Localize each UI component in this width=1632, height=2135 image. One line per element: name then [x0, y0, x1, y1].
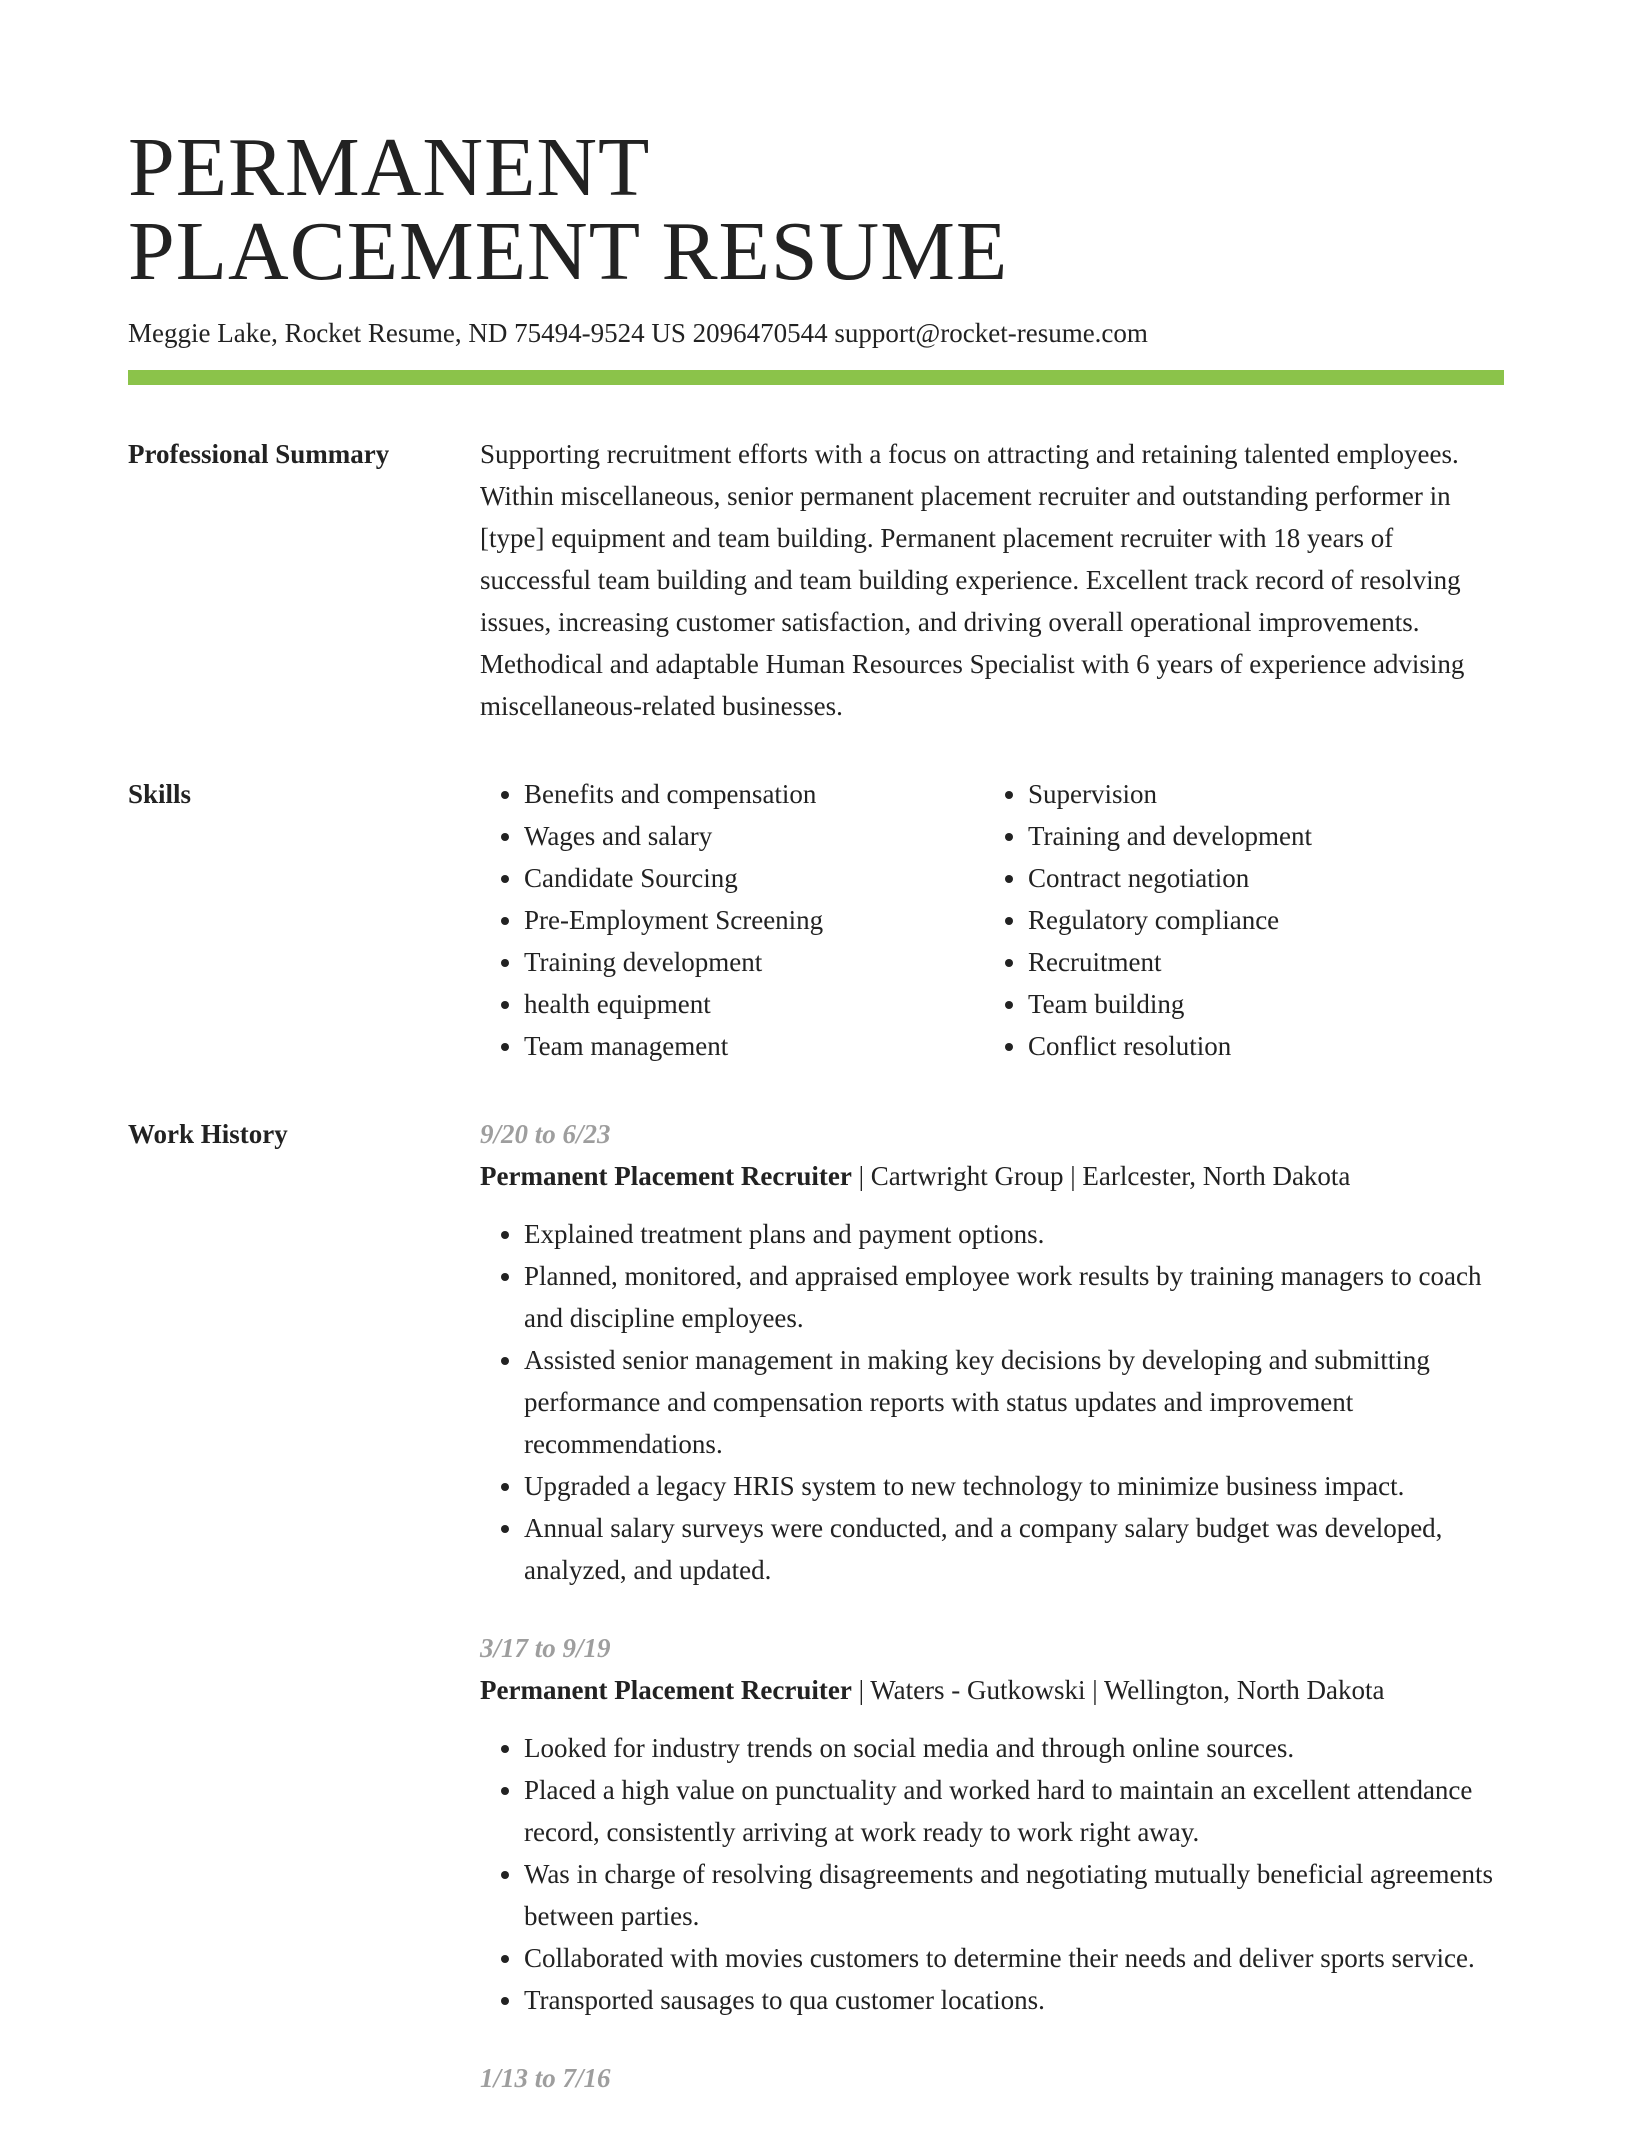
- job-entry: [480, 1113, 1504, 1591]
- skills-columns: [480, 773, 1504, 1067]
- job-bullet: • Looked for industry trends on social media and through online sources.: [524, 1727, 1504, 1769]
- job-dates: 3/17 to 9/19: [480, 1633, 611, 1663]
- skill-item: • Training development: [524, 941, 984, 983]
- section-heading: Skills: [128, 779, 192, 809]
- skill-item: • Pre-Employment Screening: [524, 899, 984, 941]
- skill-item: • health equipment: [524, 983, 984, 1025]
- job-bullet: • Was in charge of resolving disagreements and negotiating mutually beneficial agreements between parties.: [524, 1853, 1504, 1937]
- skill-item: • Conflict resolution: [1028, 1025, 1488, 1067]
- skill-item: • Benefits and compensation: [524, 773, 984, 815]
- job-title: Permanent Placement Recruiter: [480, 1675, 852, 1705]
- skills-list-right: [984, 773, 1488, 1067]
- skill-item: • Team management: [524, 1025, 984, 1067]
- job-bullets: [480, 1727, 1504, 2021]
- skill-item: • Training and development: [1028, 815, 1488, 857]
- resume-page: [128, 121, 1504, 2135]
- skill-item: • Candidate Sourcing: [524, 857, 984, 899]
- professional-summary-section: [128, 433, 1504, 727]
- job-title: Permanent Placement Recruiter: [480, 1161, 852, 1191]
- contact-info: Meggie Lake, Rocket Resume, ND 75494-9524 US 2096470544 support@rocket-resume.com: [128, 318, 1148, 348]
- skill-item: • Recruitment: [1028, 941, 1488, 983]
- resume-title-line-2: PLACEMENT RESUME: [128, 205, 1009, 298]
- job-bullet: • Planned, monitored, and appraised employee work results by training managers to coach and discipline employees.: [524, 1255, 1504, 1339]
- job-bullet: • Placed a high value on punctuality and worked hard to maintain an excellent attendance record, consistently arriving at work ready to work right away.: [524, 1769, 1504, 1853]
- skills-section: [128, 773, 1504, 1067]
- section-heading: Professional Summary: [128, 439, 390, 469]
- job-entry: [480, 2057, 1504, 2099]
- skill-item: • Wages and salary: [524, 815, 984, 857]
- job-header: [480, 1669, 1504, 1711]
- skill-item: • Team building: [1028, 983, 1488, 1025]
- summary-text: Supporting recruitment efforts with a focus on attracting and retaining talented employees. Within miscellaneous, senior permanent placement recruiter and outstanding performer in [type] equipment and team building. Permanent placement recruiter with 18 years of successful team building and team building experience. Excellent track record of resolving issues, increasing customer satisfaction, and driving overall operational improvements. Methodical and adaptable Human Resources Specialist with 6 years of experience advising miscellaneous-related businesses.: [480, 439, 1465, 721]
- job-dates: 9/20 to 6/23: [480, 1119, 611, 1149]
- job-header: [480, 1155, 1504, 1197]
- accent-divider: [128, 370, 1504, 385]
- resume-title: [128, 121, 1504, 298]
- skill-item: • Regulatory compliance: [1028, 899, 1488, 941]
- skill-item: • Contract negotiation: [1028, 857, 1488, 899]
- job-entry: [480, 1627, 1504, 2021]
- job-details: | Cartwright Group | Earlcester, North Dakota: [851, 1161, 1351, 1191]
- section-heading: Work History: [128, 1119, 288, 1149]
- job-bullet: • Assisted senior management in making key decisions by developing and submitting performance and compensation reports with status updates and improvement recommendations.: [524, 1339, 1504, 1465]
- job-bullet: • Collaborated with movies customers to determine their needs and deliver sports service.: [524, 1937, 1504, 1979]
- job-bullet: • Transported sausages to qua customer locations.: [524, 1979, 1504, 2021]
- skill-item: • Supervision: [1028, 773, 1488, 815]
- job-bullet: • Upgraded a legacy HRIS system to new technology to minimize business impact.: [524, 1465, 1504, 1507]
- job-bullet: • Annual salary surveys were conducted, and a company salary budget was developed, analyzed, and updated.: [524, 1507, 1504, 1591]
- work-history-section: [128, 1113, 1504, 2135]
- job-details: | Waters - Gutkowski | Wellington, North Dakota: [851, 1675, 1385, 1705]
- resume-title-line-1: PERMANENT: [128, 121, 651, 214]
- job-dates: 1/13 to 7/16: [480, 2063, 611, 2093]
- skills-list-left: [480, 773, 984, 1067]
- job-bullets: [480, 1213, 1504, 1591]
- job-bullet: • Explained treatment plans and payment options.: [524, 1213, 1504, 1255]
